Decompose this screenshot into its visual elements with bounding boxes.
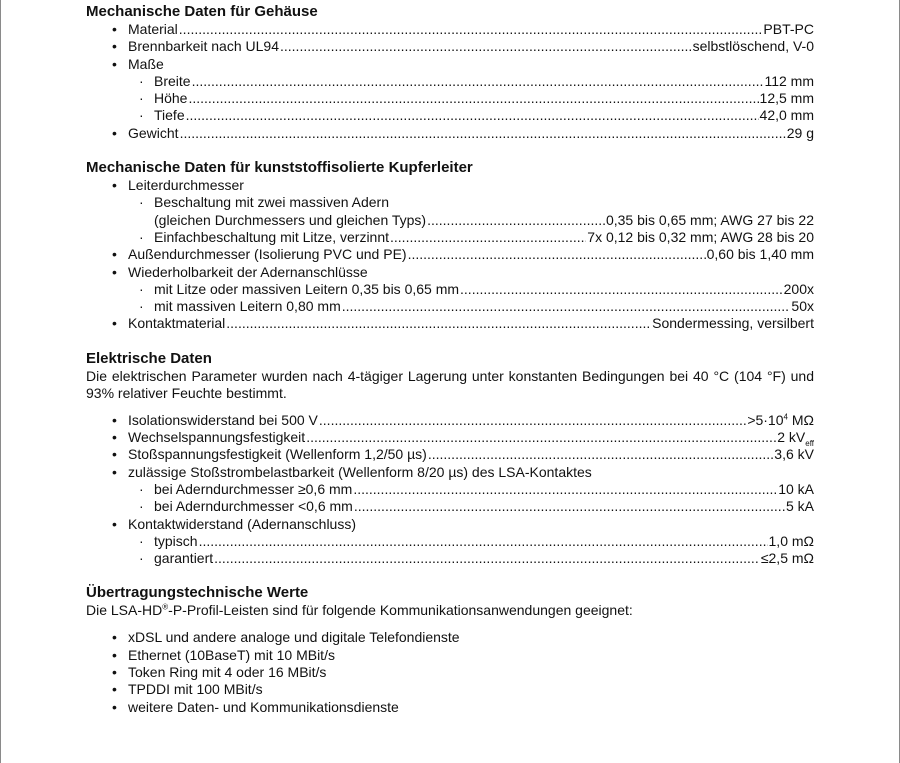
spec-subrow: [86, 550, 814, 567]
intro-text: Die LSA-HD: [86, 602, 163, 619]
spec-label: zulässige Stoßstrombelastbarkeit (Wellenform 8/20 µs) des LSA-Kontaktes: [128, 463, 592, 480]
spec-value: 5 kA: [785, 498, 814, 515]
bullet-marker: •: [112, 246, 117, 263]
spec-row: [86, 429, 814, 446]
sub-bullet-marker: ·: [139, 532, 144, 549]
bullet-marker: •: [112, 446, 117, 463]
spec-subrow: [86, 533, 814, 550]
spec-value: PBT-PC: [763, 21, 814, 37]
spec-label: Wiederholbarkeit der Adernanschlüsse: [128, 263, 368, 280]
dot-leader: [342, 298, 791, 315]
spec-value: 29 g: [786, 124, 814, 141]
spec-row: [86, 264, 814, 281]
spec-row: [86, 21, 814, 38]
section-intro: [86, 602, 814, 619]
spec-value: 0,35 bis 0,65 mm; AWG 27 bis 22: [605, 211, 814, 228]
spec-label: mit Litze oder massiven Leitern 0,35 bis 0,65 mm: [154, 280, 460, 297]
section-uebertragung: [86, 583, 814, 715]
dot-leader: [353, 481, 777, 498]
bullet-marker: •: [112, 664, 117, 681]
sub-bullet-marker: ·: [139, 280, 144, 297]
sub-bullet-marker: ·: [139, 228, 144, 245]
section-heading: Übertragungstechnische Werte: [86, 584, 309, 602]
spec-label: bei Aderndurchmesser <0,6 mm: [154, 498, 353, 515]
spec-value: selbstlöschend, V-0: [692, 38, 814, 55]
bullet-marker: •: [112, 38, 117, 55]
spec-label: Tiefe: [154, 107, 185, 124]
spec-value: 12,5 mm: [759, 90, 814, 107]
spec-label: bei Aderndurchmesser ≥0,6 mm: [154, 480, 353, 497]
spec-label: Wechselspannungsfestigkeit: [128, 429, 306, 446]
list-item: [86, 629, 814, 646]
section-heading: Elektrische Daten: [86, 349, 212, 367]
dot-leader: [408, 246, 706, 263]
spec-row: [86, 412, 814, 429]
value-unit: MΩ: [787, 411, 814, 428]
spec-value: 0,60 bis 1,40 mm: [706, 246, 814, 263]
bullet-marker: •: [112, 177, 117, 194]
bullet-marker: •: [112, 629, 117, 646]
spec-value: Sondermessing, versilbert: [652, 315, 814, 332]
list-item-text: TPDDI mit 100 MBit/s: [128, 681, 263, 698]
spec-subrow: [86, 229, 814, 246]
spec-row: [86, 38, 814, 55]
list-item: [86, 664, 814, 681]
spec-row: [86, 56, 814, 73]
bullet-marker: •: [112, 698, 117, 715]
sub-bullet-marker: ·: [139, 72, 144, 89]
bullet-marker: •: [112, 411, 117, 428]
spec-label: Leiterdurchmesser: [128, 177, 244, 194]
value-exponent: 4: [783, 412, 788, 422]
dot-leader: [180, 125, 786, 142]
section-heading: Mechanische Daten für Gehäuse: [86, 3, 318, 20]
spec-row: [86, 315, 814, 332]
spec-value: 7x 0,12 bis 0,32 mm; AWG 28 bis 20: [587, 228, 814, 245]
value-main: 2 kV: [777, 429, 806, 446]
spec-row: [86, 446, 814, 463]
sub-bullet-marker: ·: [139, 194, 144, 211]
value-subscript: eff: [805, 438, 814, 448]
spec-row: [86, 516, 814, 533]
dot-leader: [280, 38, 692, 55]
dot-leader: [319, 412, 746, 429]
spec-label: mit massiven Leitern 0,80 mm: [154, 298, 341, 315]
sub-bullet-marker: ·: [139, 498, 144, 515]
bullet-marker: •: [112, 55, 117, 72]
spec-value: 200x: [783, 280, 814, 297]
spec-label: Kontaktwiderstand (Adernanschluss): [128, 515, 357, 532]
bullet-marker: •: [112, 315, 117, 332]
spec-label: (gleichen Durchmessers und gleichen Typs): [154, 211, 427, 228]
sub-bullet-marker: ·: [139, 298, 144, 315]
spec-subrow: [86, 298, 814, 315]
dot-leader: [428, 446, 773, 463]
spec-subrow: [86, 90, 814, 107]
spec-label: typisch: [154, 532, 198, 549]
intro-text: -P-Profil-Leisten sind für folgende Kommunikationsanwendungen geeignet:: [168, 602, 633, 619]
spec-label: Außendurchmesser (Isolierung PVC und PE): [128, 246, 407, 263]
spec-list: [86, 177, 814, 333]
spec-label: Stoßspannungsfestigkeit (Wellenform 1,2/50 µs): [128, 446, 427, 463]
sub-bullet-marker: ·: [139, 90, 144, 107]
spec-subrow: [86, 194, 814, 211]
spec-value: 3,6 kV: [774, 446, 814, 463]
value-main: >5·10: [747, 411, 784, 428]
section-intro: Die elektrischen Parameter wurden nach 4-tägiger Lagerung unter konstanten Bedingungen bei 40 °C (104 °F) und 93% relativer Feuchte bestimmt.: [86, 367, 814, 401]
spec-label: Einfachbeschaltung mit Litze, verzinnt: [154, 228, 390, 245]
bullet-marker: •: [112, 21, 117, 37]
list-item-text: weitere Daten- und Kommunikationsdienste: [128, 698, 399, 715]
dot-leader: [179, 21, 763, 38]
spec-value: ≤2,5 mΩ: [760, 550, 814, 567]
spec-subrow: [86, 107, 814, 124]
dot-leader: [199, 533, 768, 550]
spec-list: [86, 412, 814, 568]
application-list: [86, 629, 814, 715]
spec-value: 10 kA: [778, 480, 814, 497]
section-heading: Mechanische Daten für kunststoffisolierte Kupferleiter: [86, 159, 473, 177]
dot-leader: [354, 498, 785, 515]
spec-subrow: [86, 481, 814, 498]
registered-mark: ®: [162, 602, 169, 612]
spec-label: Brennbarkeit nach UL94: [128, 38, 279, 55]
spec-label: Kontaktmaterial: [128, 315, 226, 332]
spec-value: [777, 429, 814, 446]
list-item-text: Token Ring mit 4 oder 16 MBit/s: [128, 664, 327, 681]
dot-leader: [226, 315, 651, 332]
dot-leader: [427, 212, 605, 229]
dot-leader: [186, 107, 759, 124]
spec-list: [86, 21, 814, 142]
bullet-marker: •: [112, 429, 117, 446]
spec-row: [86, 125, 814, 142]
dot-leader: [460, 281, 783, 298]
spec-row: [86, 177, 814, 194]
dot-leader: [390, 229, 586, 246]
dot-leader: [192, 73, 764, 90]
sub-bullet-marker: ·: [139, 107, 144, 124]
spec-label: Material: [128, 21, 178, 37]
section-gehaeuse: [86, 2, 814, 142]
spec-subrow: [86, 498, 814, 515]
list-item: [86, 699, 814, 716]
spec-row: [86, 246, 814, 263]
list-item: [86, 681, 814, 698]
spec-label: Maße: [128, 55, 164, 72]
spec-value: 42,0 mm: [759, 107, 814, 124]
list-item-text: Ethernet (10BaseT) mit 10 MBit/s: [128, 646, 335, 663]
spec-label: garantiert: [154, 550, 214, 567]
spec-value: 1,0 mΩ: [768, 532, 814, 549]
section-elektrisch: [86, 349, 814, 568]
spec-label: Beschaltung mit zwei massiven Adern: [154, 194, 389, 211]
spec-label: Breite: [154, 72, 191, 89]
bullet-marker: •: [112, 515, 117, 532]
spec-value: 50x: [791, 298, 814, 315]
bullet-marker: •: [112, 463, 117, 480]
section-kupferleiter: [86, 158, 814, 333]
spec-label: Gewicht: [128, 124, 179, 141]
sub-bullet-marker: ·: [139, 550, 144, 567]
spec-value: 112 mm: [764, 72, 814, 89]
spec-subrow-continuation: [86, 212, 814, 229]
list-item: [86, 647, 814, 664]
sub-bullet-marker: ·: [139, 480, 144, 497]
dot-leader: [188, 90, 758, 107]
spec-row: [86, 464, 814, 481]
spec-subrow: [86, 281, 814, 298]
dot-leader: [214, 550, 760, 567]
list-item-text: xDSL und andere analoge und digitale Telefondienste: [128, 629, 460, 646]
spec-label: Isolationswiderstand bei 500 V: [128, 411, 318, 428]
bullet-marker: •: [112, 263, 117, 280]
datasheet-content: [86, 2, 814, 716]
dot-leader: [306, 429, 776, 446]
spec-label: Höhe: [154, 90, 188, 107]
bullet-marker: •: [112, 646, 117, 663]
bullet-marker: •: [112, 681, 117, 698]
spec-value: [747, 412, 814, 429]
bullet-marker: •: [112, 124, 117, 141]
spec-subrow: [86, 73, 814, 90]
